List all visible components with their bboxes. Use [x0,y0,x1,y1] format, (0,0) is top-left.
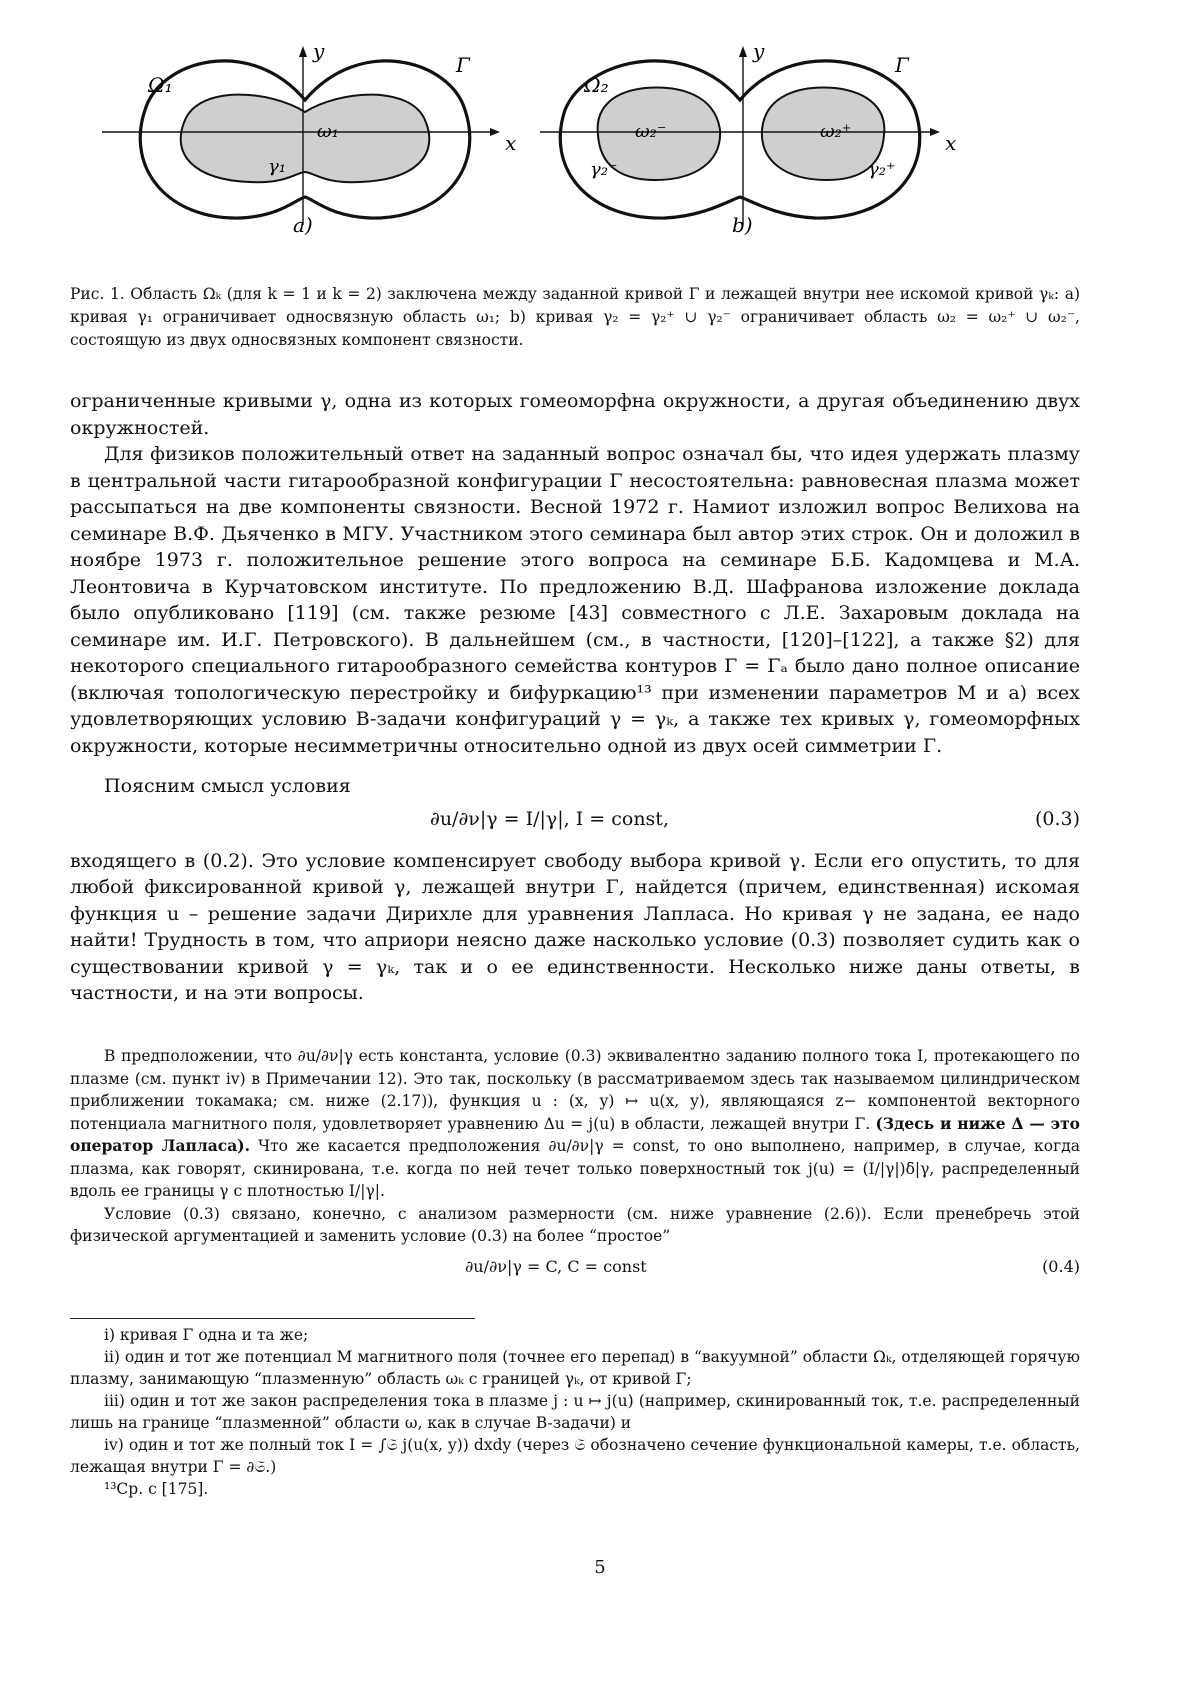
paragraph-4: входящего в (0.2). Это условие компенсирует свободу выбора кривой γ. Если его опустить, то для любой фиксированной кривой γ, лежащей внутри Γ, найдется (причем, единственная) искомая функция u – решение задачи Дирихле для уравнения Лапласа. Но кривая γ не задана, ее надо найти! Трудность в том, что априори неясно даже насколько условие (0.3) позволяет судить как о существовании кривой γ = γₖ, так и о ее единственности. Несколько ниже даны ответы, в частности, и на эти вопросы. [70,849,1080,1004]
remark-block [70,1045,1080,1286]
paragraph-3: Поясним смысл условия [104,775,351,797]
equation-0-4-body: ∂u/∂ν|γ = C, C = const [465,1256,647,1276]
region-omega-1 [181,95,430,183]
footnote-rule [70,1318,475,1319]
figure-svg [100,40,1100,260]
label-x-a: x [505,131,517,155]
label-omega-outer-a: Ω₁ [148,73,173,97]
label-gamma-outer-a: Γ [456,53,470,77]
label-omega-plus: ω₂⁺ [820,121,852,142]
label-gamma-outer-b: Γ [895,53,909,77]
label-omega-outer-b: Ω₂ [584,73,609,97]
label-gamma-inner-a: γ₁ [268,156,286,177]
equation-0-4 [70,1248,1080,1286]
remark-paragraph-1: В предположении, что ∂u/∂ν|γ есть константа, условие (0.3) эквивалентно заданию полного тока I, протекающего по плазме (см. пункт iv) в Примечании 12). Это так, поскольку (в рассматриваемом здесь так называемом цилиндрическом приближении токамака; см. ниже (2.17)), функция u : (x, y) ↦ u(x, y), являющаяся z− компонентой векторного потенциала магнитного поля, удовлетворяет уравнению Δu = j(u) в области, лежащей внутри Γ. (Здесь и ниже Δ — это оператор Лапласа). Что же касается предположения ∂u/∂ν|γ = const, то оно выполнено, например, в случае, когда плазма, как говорят, скинирована, т.е. когда по ней течет только поверхностный ток j(u) = (I/|γ|)δ|γ, распределенный вдоль ее границы γ с плотностью I/|γ|. [70,1047,1081,1200]
panel-b [540,40,956,237]
footnote-iv: iv) один и тот же полный ток I = ∫𝔖 j(u(x, y)) dxdy (через 𝔖 обозначено сечение функциональной камеры, т.е. область, лежащая внутри Γ = ∂𝔖.) [70,1436,1080,1476]
paragraph-1: ограниченные кривыми γ, одна из которых гомеоморфна окружности, а другая объединению двух окружностей. [70,390,1080,439]
label-omega-minus: ω₂⁻ [635,121,667,142]
equation-0-3-number: (0.3) [1034,807,1080,830]
remark-bold: (Здесь и ниже Δ — это оператор Лапласа). [70,1113,1081,1155]
label-y-a: y [313,40,325,63]
label-omega-inner-a: ω₁ [317,121,339,142]
panel-label-b: b) [732,213,753,237]
label-gamma-minus: γ₂⁻ [590,159,618,180]
panel-label-a: a) [293,213,313,237]
label-gamma-plus: γ₂⁺ [868,159,896,180]
label-y-b: y [753,40,765,63]
footnotes [70,1324,1080,1500]
footnote-i: i) кривая Γ одна и та же; [104,1326,309,1344]
label-x-b: x [945,131,957,155]
figure-1 [100,40,1100,260]
equation-0-4-number: (0.4) [1042,1256,1080,1276]
page-number: 5 [594,1557,606,1578]
footnote-iii: iii) один и тот же закон распределения тока в плазме j : u ↦ j(u) (например, скинированный ток, т.е. распределенный лишь на границе “плазменной” области ω, как в случае B-задачи) и [70,1392,1080,1432]
remark-paragraph-2: Условие (0.3) связано, конечно, с анализом размерности (см. ниже уравнение (2.6)). Если пренебречь этой физической аргументацией и заменить условие (0.3) на более “простое” [70,1204,1080,1245]
main-text [70,388,1080,1007]
panel-a [102,40,516,237]
figure-caption: Рис. 1. Область Ωₖ (для k = 1 и k = 2) заключена между заданной кривой Γ и лежащей внутри нее искомой кривой γₖ: a) кривая γ₁ ограничивает односвязную область ω₁; b) кривая γ₂ = γ₂⁺ ∪ γ₂⁻ ограничивает область ω₂ = ω₂⁺ ∪ ω₂⁻, состоящую из двух односвязных компонент связности. [70,285,1080,349]
equation-0-3-body: ∂u/∂ν|γ = I/|γ|, I = const, [430,807,669,830]
footnote-ii: ii) один и тот же потенциал M магнитного поля (точнее его перепад) в “вакуумной” области Ωₖ, отделяющей горячую плазму, занимающую “плазменную” область ωₖ с границей γₖ, от кривой Γ; [70,1348,1080,1388]
equation-0-3 [70,800,1080,848]
paragraph-2: Для физиков положительный ответ на заданный вопрос означал бы, что идея удержать плазму в центральной части гитарообразной конфигурации Γ несостоятельна: равновесная плазма может рассыпаться на две компоненты связности. Весной 1972 г. Намиот изложил вопрос Велихова на семинаре В.Ф. Дьяченко в МГУ. Участником этого семинара был автор этих строк. Он и доложил в ноябре 1973 г. положительное решение этого вопроса на семинаре Б.Б. Кадомцева и М.А. Леонтовича в Курчатовском институте. По предложению В.Д. Шафранова изложение доклада было опубликовано [119] (см. также резюме [43] совместного с Л.Е. Захаровым доклада на семинаре им. И.Г. Петровского). В дальнейшем (см., в частности, [120]–[122], а также §2) для некоторого специального гитарообразного семейства контуров Γ = Γₐ было дано полное описание (включая топологическую перестройку и бифуркацию¹³ при изменении параметров M и a) всех удовлетворяющих условию B-задачи конфигураций γ = γₖ, а также тех кривых γ, гомеоморфных окружности, которые несимметричны относительно одной из двух осей симметрии Γ. [70,443,1080,757]
footnote-13: ¹³Ср. с [175]. [104,1480,209,1498]
